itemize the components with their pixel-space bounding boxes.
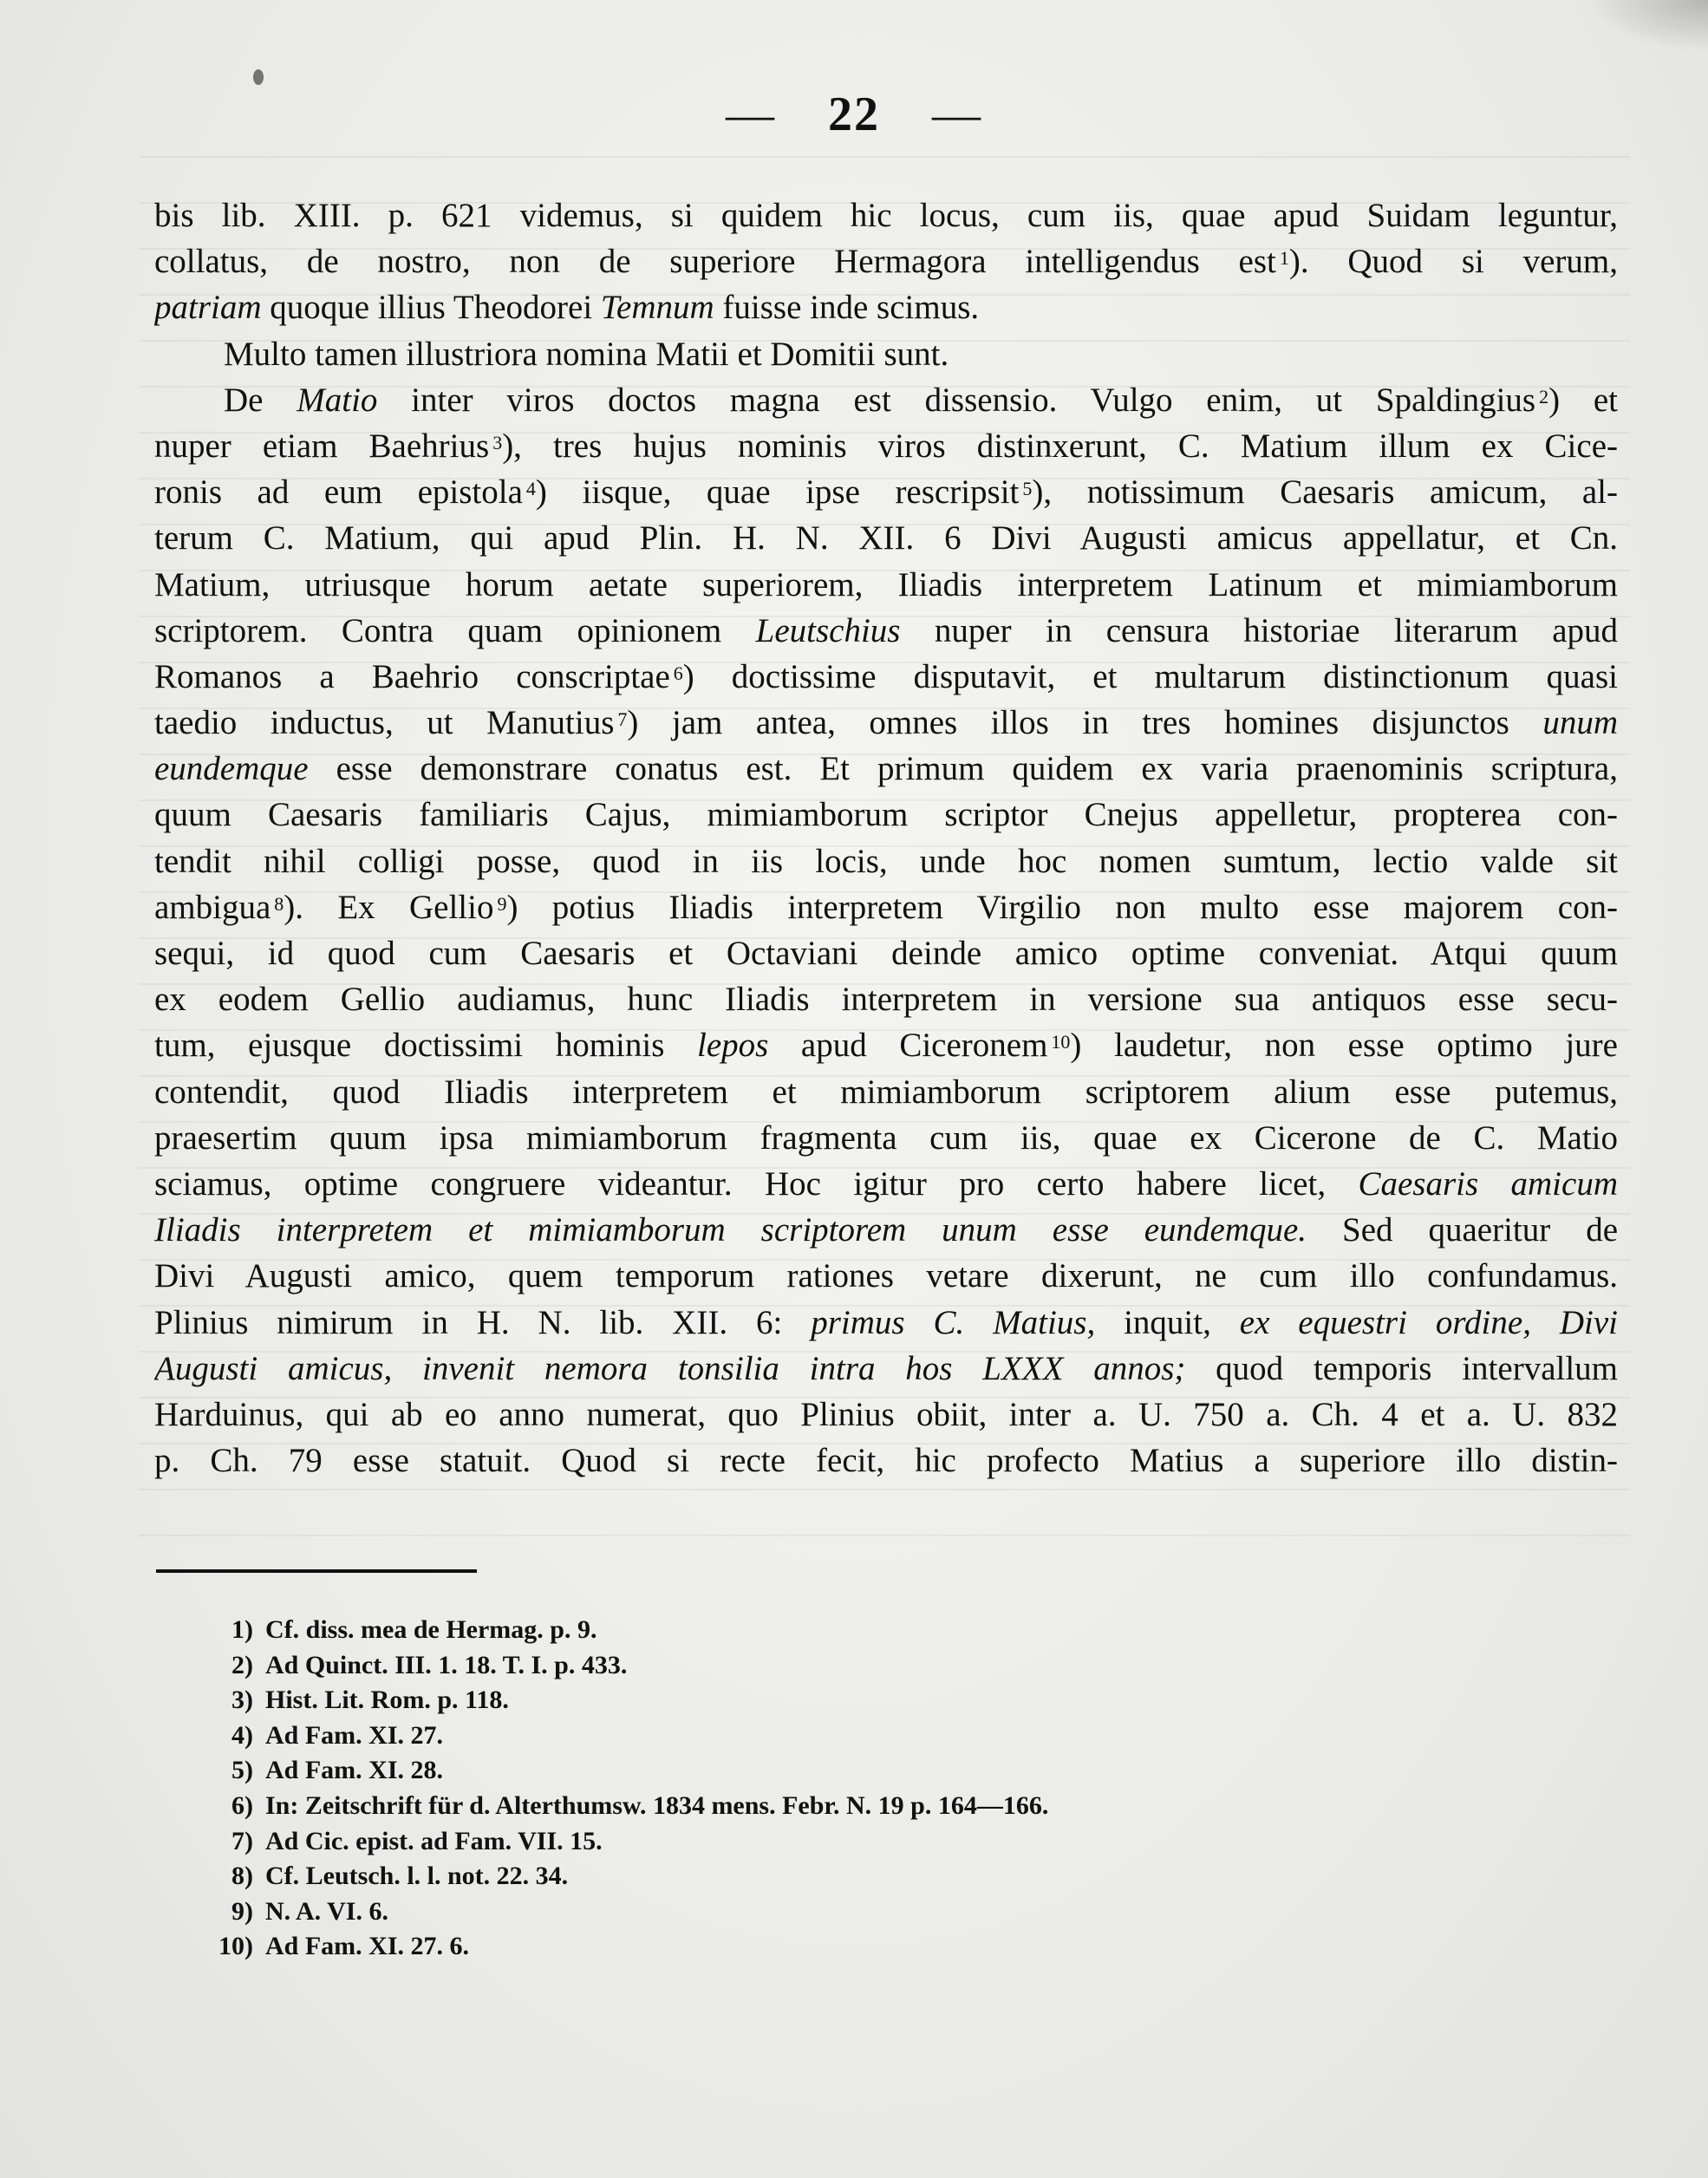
footnote-text: Ad Fam. XI. 28. <box>265 1756 444 1785</box>
text-line <box>154 608 1618 654</box>
text-run: inter viros doctos magna est dissensio. Vulgo enim, ut Spaldingius <box>377 381 1536 419</box>
text-run: Sed quaeritur de <box>1307 1211 1618 1249</box>
footnote-number: 3) <box>231 1686 253 1715</box>
footnote-text: In: Zeitschrift für d. Alterthumsw. 1834 mens. Febr. N. 19 p. 164—166. <box>265 1790 1049 1820</box>
text-run: ). Quod si verum, <box>1288 243 1618 281</box>
text-run: ) doctissime disputavit, et multarum distinctionum quasi <box>682 657 1618 695</box>
footnote-ref: 3 <box>492 431 503 453</box>
footnote <box>201 1718 1048 1754</box>
text-run: collatus, de nostro, non de superiore Hermagora intelligendus est <box>154 243 1276 281</box>
text-line <box>154 1069 1618 1115</box>
text-run: praesertim quum ipsa mimiamborum fragmenta cum iis, quae ex Cicerone de C. Matio <box>154 1118 1618 1157</box>
text-run: ), notissimum Caesaris amicum, al- <box>1032 473 1618 512</box>
text-run: Multo tamen illustriora nomina Matii et Domitii sunt. <box>224 335 949 373</box>
text-run: Romanos a Baehrio conscriptae <box>154 657 670 695</box>
text-run: fuisse inde scimus. <box>714 289 980 327</box>
text-run: terum C. Matium, qui apud Plin. H. N. XII. 6 Divi Augusti amicus appellatur, et Cn. <box>154 519 1618 558</box>
text-run: ) jam antea, omnes illos in tres homines disjunctos <box>627 704 1543 742</box>
footnote-text: Hist. Lit. Rom. p. 118. <box>265 1686 509 1715</box>
footnote-text: N. A. VI. 6. <box>265 1896 388 1926</box>
italic-text: Leutschius <box>755 611 901 649</box>
text-run: ambigua <box>154 888 271 926</box>
text-line <box>154 562 1618 608</box>
header-dash-left: — <box>726 88 776 141</box>
footnote <box>201 1929 1048 1965</box>
footnote-number: 4) <box>231 1720 253 1750</box>
text-run: contendit, quod Iliadis interpretem et mimiamborum scriptorem alium esse putemus, <box>154 1073 1618 1111</box>
footnote-number: 1) <box>231 1615 253 1644</box>
text-run: De <box>224 381 297 419</box>
ink-speck <box>253 69 264 85</box>
footnote-ref: 7 <box>617 708 628 731</box>
footnote <box>201 1613 1048 1648</box>
footnote <box>201 1683 1048 1718</box>
text-run: apud Ciceronem <box>768 1027 1048 1065</box>
text-line <box>154 1392 1618 1438</box>
italic-text: primus C. Matius, <box>811 1303 1096 1341</box>
footnote-number: 6) <box>231 1790 253 1820</box>
text-line <box>154 838 1618 884</box>
italic-text: ex equestri ordine, Divi <box>1239 1303 1618 1341</box>
text-line <box>154 377 1618 423</box>
text-run: Divi Augusti amico, quem temporum rationes vetare dixerunt, ne cum illo confundamus. <box>154 1257 1618 1295</box>
text-run: ), tres hujus nominis viros distinxerunt, C. Matium illum ex Cice- <box>502 427 1618 465</box>
header-dash-right: — <box>932 88 982 141</box>
text-run: nuper etiam Baehrius <box>154 427 490 465</box>
text-line <box>154 1438 1618 1484</box>
text-run: Matium, utriusque horum aetate superiorem, Iliadis interpretem Latinum et mimiamborum <box>154 565 1618 603</box>
text-run: ronis ad eum epistola <box>154 473 523 512</box>
text-run: ) iisque, quae ipse rescripsit <box>535 473 1020 512</box>
text-run: esse demonstrare conatus est. Et primum quidem ex varia praenominis scriptura, <box>308 750 1618 788</box>
italic-text: Iliadis interpretem et mimiamborum scriptorem unum esse eundemque. <box>154 1211 1307 1249</box>
italic-text: Matio <box>297 381 378 419</box>
text-line <box>154 238 1618 284</box>
page-number: 22 <box>828 88 880 141</box>
text-run: Plinius nimirum in H. N. lib. XII. 6: <box>154 1303 812 1341</box>
scan-corner-shadow <box>1587 0 1708 52</box>
text-line <box>154 192 1618 238</box>
footnote-ref: 6 <box>673 662 683 684</box>
italic-text: unum <box>1542 704 1618 742</box>
text-run: tum, ejusque doctissimi hominis <box>154 1027 697 1065</box>
footnote <box>201 1789 1048 1824</box>
text-run: ) et <box>1548 381 1618 419</box>
footnote-number: 8) <box>231 1862 253 1891</box>
text-line <box>154 1161 1618 1207</box>
text-run: Harduinus, qui ab eo anno numerat, quo Plinius obiit, inter a. U. 750 a. Ch. 4 et a. U. 832 <box>154 1395 1618 1433</box>
footnote-rule <box>156 1569 477 1573</box>
text-line <box>154 331 1618 377</box>
footnote-ref: 8 <box>274 892 284 915</box>
text-run: ex eodem Gellio audiamus, hunc Iliadis interpretem in versione sua antiquos esse secu- <box>154 981 1618 1019</box>
text-line <box>154 792 1618 838</box>
text-run: ) potius Iliadis interpretem Virgilio non multo esse majorem con- <box>506 888 1618 926</box>
text-line <box>154 515 1618 561</box>
main-text <box>154 192 1618 1484</box>
footnote <box>201 1859 1048 1894</box>
footnote <box>201 1824 1048 1860</box>
text-run: nuper in censura historiae literarum apud <box>900 611 1618 649</box>
footnote-text: Ad Cic. epist. ad Fam. VII. 15. <box>265 1826 603 1855</box>
text-run: quoque illius Theodorei <box>261 289 601 327</box>
text-line <box>154 423 1618 469</box>
footnote-ref: 10 <box>1051 1031 1071 1053</box>
text-line <box>154 469 1618 515</box>
footnote-text: Ad Fam. XI. 27. 6. <box>265 1932 470 1961</box>
italic-text: Caesaris amicum <box>1358 1164 1618 1203</box>
italic-text: lepos <box>696 1027 769 1065</box>
footnote-text: Ad Fam. XI. 27. <box>265 1720 444 1750</box>
text-line <box>154 1115 1618 1161</box>
text-line <box>154 930 1618 976</box>
text-line <box>154 976 1618 1022</box>
footnote-text: Cf. Leutsch. l. l. not. 22. 34. <box>265 1862 569 1891</box>
footnote-number: 7) <box>231 1826 253 1855</box>
text-run: tendit nihil colligi posse, quod in iis locis, unde hoc nomen sumtum, lectio valde sit <box>154 842 1618 880</box>
text-line <box>154 1022 1618 1068</box>
italic-text: Augusti amicus, invenit nemora tonsilia intra hos LXXX annos; <box>154 1349 1186 1387</box>
text-run: sequi, id quod cum Caesaris et Octaviani deinde amico optime conveniat. Atqui quum <box>154 935 1618 972</box>
footnote <box>201 1753 1048 1789</box>
footnote-text: Ad Quinct. III. 1. 18. T. I. p. 433. <box>265 1650 628 1679</box>
text-line <box>154 654 1618 700</box>
text-run: quod temporis intervallum <box>1185 1349 1618 1387</box>
footnote-number: 5) <box>231 1756 253 1785</box>
text-run: sciamus, optime congruere videantur. Hoc igitur pro certo habere licet, <box>154 1164 1359 1203</box>
text-line <box>154 746 1618 792</box>
text-run: p. Ch. 79 esse statuit. Quod si recte fecit, hic profecto Matius a superiore illo distin- <box>154 1442 1618 1480</box>
italic-text: patriam <box>154 289 262 327</box>
text-run: inquit, <box>1095 1303 1240 1341</box>
page-header <box>0 87 1708 142</box>
text-run: scriptorem. Contra quam opinionem <box>154 611 756 649</box>
footnote-ref: 4 <box>525 478 536 500</box>
text-run: ) laudetur, non esse optimo jure <box>1070 1027 1618 1065</box>
italic-text: eundemque <box>154 750 309 788</box>
text-line <box>154 1300 1618 1346</box>
text-line <box>154 1346 1618 1392</box>
text-run: ). Ex Gellio <box>284 888 494 926</box>
text-run: taedio inductus, ut Manutius <box>154 704 615 742</box>
footnote-ref: 2 <box>1539 385 1549 408</box>
text-line <box>154 284 1618 330</box>
footnote-ref: 1 <box>1279 247 1289 270</box>
footnote-number: 9) <box>231 1896 253 1926</box>
italic-text: Temnum <box>600 289 714 327</box>
text-run: bis lib. XIII. p. 621 videmus, si quidem hic locus, cum iis, quae apud Suidam leguntur, <box>154 197 1618 234</box>
text-line <box>154 700 1618 746</box>
footnotes <box>201 1613 1048 1965</box>
footnote <box>201 1648 1048 1684</box>
footnote-number: 2) <box>231 1650 253 1679</box>
text-line <box>154 1253 1618 1299</box>
footnote-text: Cf. diss. mea de Hermag. p. 9. <box>265 1615 597 1644</box>
text-run: quum Caesaris familiaris Cajus, mimiamborum scriptor Cnejus appelletur, propterea con- <box>154 796 1618 834</box>
text-line <box>154 1207 1618 1253</box>
footnote <box>201 1894 1048 1930</box>
footnote-ref: 5 <box>1022 478 1033 500</box>
footnote-number: 10) <box>218 1932 253 1961</box>
text-line <box>154 884 1618 930</box>
footnote-ref: 9 <box>497 892 507 915</box>
